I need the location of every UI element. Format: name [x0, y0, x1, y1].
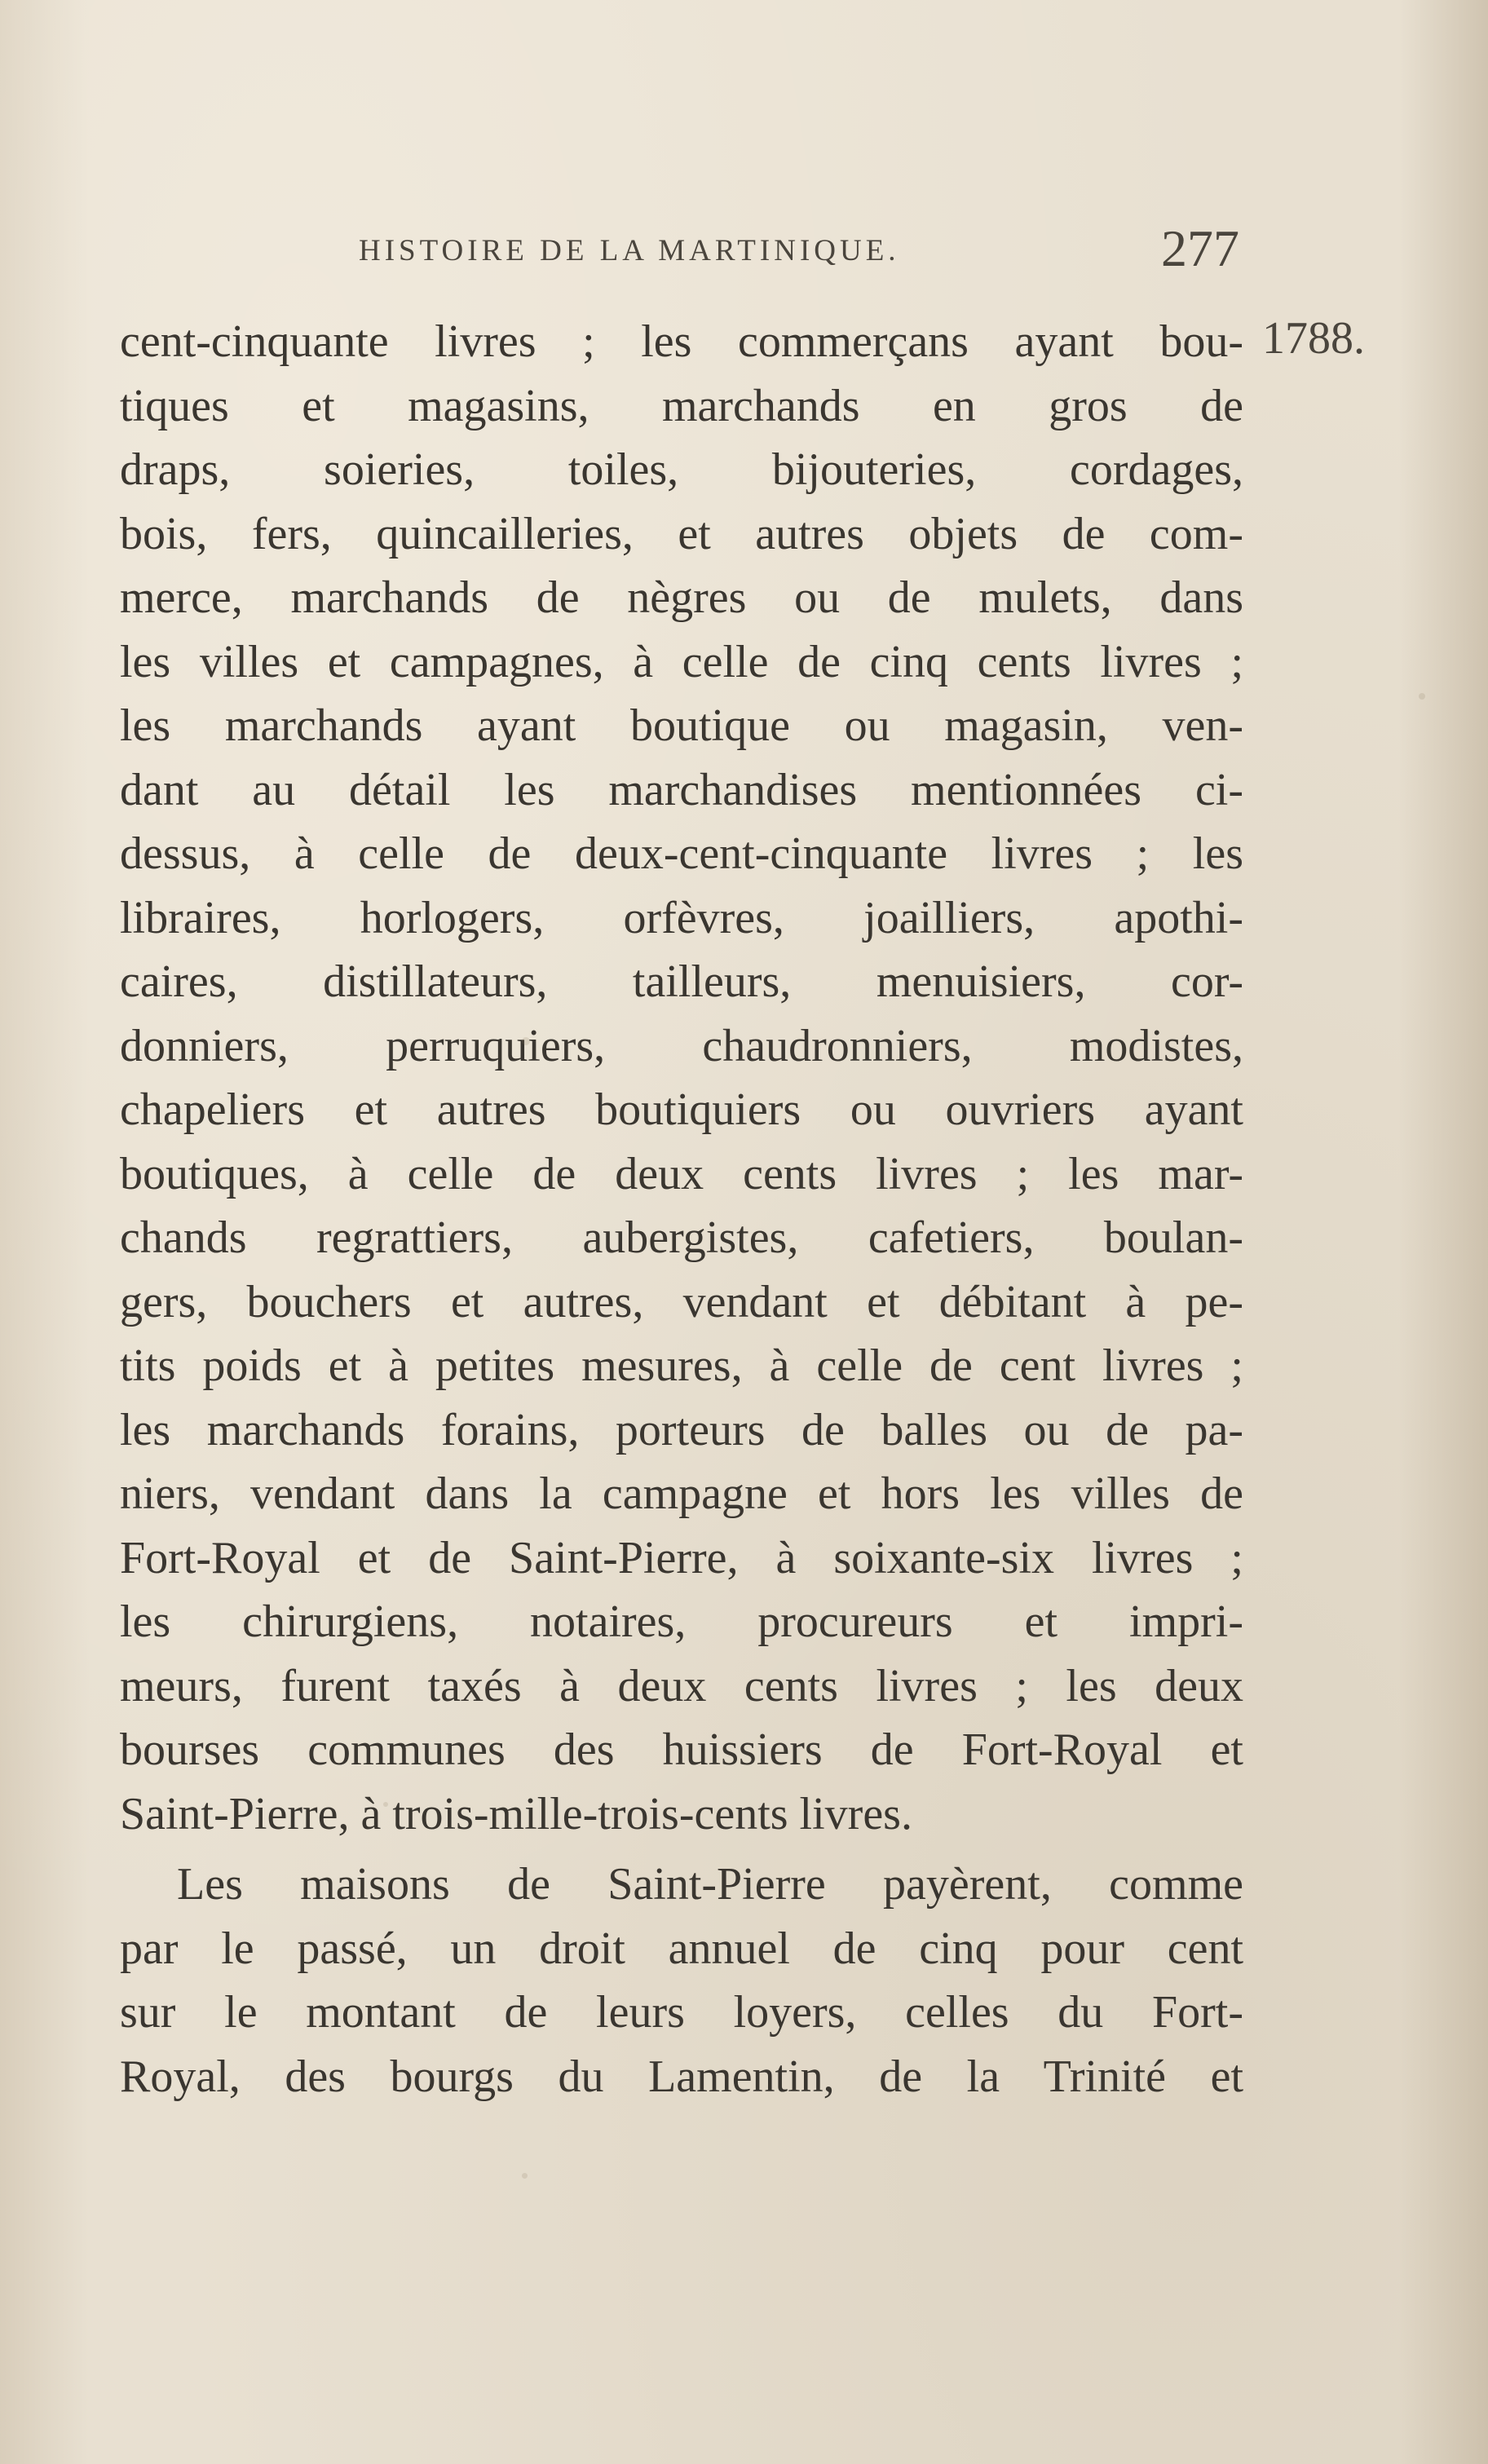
page-number: 277: [1161, 219, 1239, 277]
body-text: [120, 310, 1243, 2109]
text-line: sur le montant de leurs loyers, celles du Fort-: [120, 1987, 1243, 2038]
text-line: Les maisons de Saint-Pierre payèrent, comme: [177, 1859, 1243, 1910]
text-line: dant au détail les marchandises mentionnées ci-: [120, 764, 1243, 815]
margin-year-note: 1788.: [1262, 313, 1365, 364]
text-line: merce, marchands de nègres ou de mulets, dans: [120, 572, 1243, 623]
text-line: tiques et magasins, marchands en gros de: [120, 380, 1243, 431]
text-line: les villes et campagnes, à celle de cinq cents livres ;: [120, 636, 1243, 687]
text-line: draps, soieries, toiles, bijouteries, cordages,: [120, 444, 1243, 495]
text-line: bois, fers, quincailleries, et autres objets de com-: [120, 508, 1243, 559]
text-line: Fort-Royal et de Saint-Pierre, à soixante-six livres ;: [120, 1532, 1243, 1583]
text-line: boutiques, à celle de deux cents livres ; les mar-: [120, 1148, 1243, 1199]
text-line: caires, distillateurs, tailleurs, menuisiers, cor-: [120, 956, 1243, 1007]
text-line: meurs, furent taxés à deux cents livres ; les deux: [120, 1660, 1243, 1711]
text-line: libraires, horlogers, orfèvres, joailliers, apothi-: [120, 892, 1243, 943]
text-line: dessus, à celle de deux-cent-cinquante livres ; les: [120, 828, 1243, 879]
paper-spot: [522, 2173, 528, 2179]
text-line: Royal, des bourgs du Lamentin, de la Trinité et: [120, 2051, 1243, 2102]
text-line: chands regrattiers, aubergistes, cafetiers, boulan-: [120, 1212, 1243, 1263]
text-line: tits poids et à petites mesures, à celle de cent livres ;: [120, 1340, 1243, 1391]
text-line: bourses communes des huissiers de Fort-Royal et: [120, 1724, 1243, 1775]
text-line: donniers, perruquiers, chaudronniers, modistes,: [120, 1020, 1243, 1071]
text-line: par le passé, un droit annuel de cinq pour cent: [120, 1923, 1243, 1974]
paper-spot: [1419, 693, 1425, 700]
text-line: gers, bouchers et autres, vendant et débitant à pe-: [120, 1276, 1243, 1327]
text-line: les marchands forains, porteurs de balles ou de pa-: [120, 1404, 1243, 1455]
text-line: niers, vendant dans la campagne et hors les villes de: [120, 1468, 1243, 1519]
running-title: HISTOIRE DE LA MARTINIQUE.: [359, 234, 900, 267]
text-line: les marchands ayant boutique ou magasin, ven-: [120, 700, 1243, 751]
text-line: cent-cinquante livres ; les commerçans ayant bou-: [120, 316, 1243, 367]
running-head: [359, 219, 1239, 292]
text-line: chapeliers et autres boutiquiers ou ouvriers ayant: [120, 1084, 1243, 1135]
paper-spot: [522, 1037, 530, 1045]
text-line: Saint-Pierre, à trois-mille-trois-cents livres.: [120, 1788, 912, 1839]
paper-spot: [383, 1802, 388, 1807]
text-line: les chirurgiens, notaires, procureurs et impri-: [120, 1596, 1243, 1647]
